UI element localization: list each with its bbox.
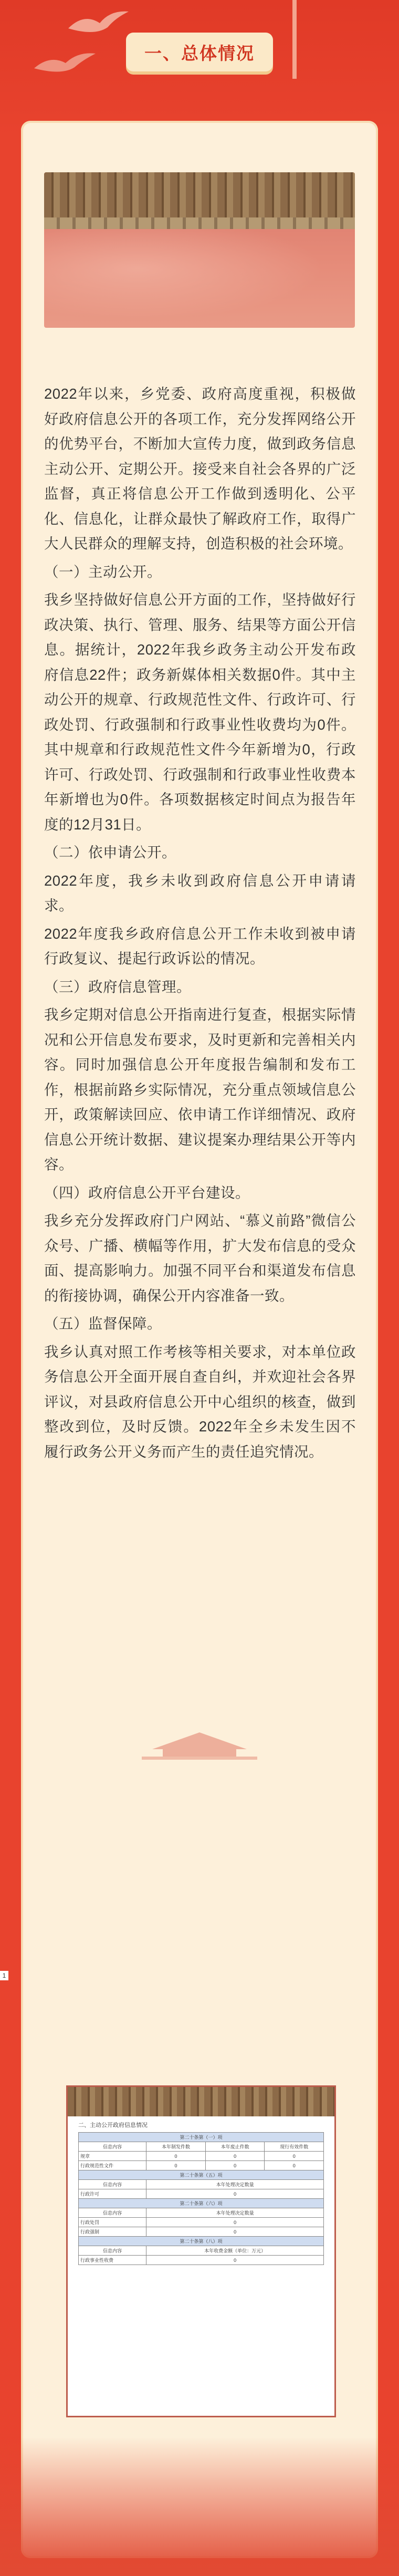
table-row	[79, 2256, 324, 2265]
paragraph: 2022年度我乡政府信息公开工作未收到被申请行政复议、提起行政诉讼的情况。	[44, 925, 356, 967]
table-row	[79, 2161, 324, 2170]
table-cell: 行政许可	[79, 2189, 146, 2199]
statistics-table	[78, 2132, 324, 2265]
table-row	[79, 2189, 324, 2199]
table-section-header: 第二十条第（八）项	[79, 2237, 324, 2246]
table-header: 现行有效件数	[265, 2142, 324, 2152]
table-cell: 0	[205, 2152, 265, 2161]
subheading: （二）依申请公开。	[44, 844, 176, 860]
paragraph: 我乡认真对照工作考核等相关要求，对本单位政务信息公开全面开展自查自纠，并欢迎社会各界评议，对县政府信息公开中心组织的核查，做到整改到位，及时反馈。2022年全乡未发生因不履行政务公开义务而产生的责任追究情况。	[44, 1343, 356, 1460]
table-header: 本年收费金额（单位：万元）	[146, 2246, 324, 2256]
paragraph: 我乡定期对信息公开指南进行复查，根据实际情况和公开信息发布要求，及时更新和完善相关内容。同时加强信息公开年度报告编制和发布工作，根据前路乡实际情况，充分重点领域信息公开，政策解读回应、依申请工作详细情况、政府信息公开统计数据、建议提案办理结果公开等内容。	[44, 1006, 356, 1172]
bottom-decoration	[0, 2437, 399, 2576]
table-cell: 规章	[79, 2152, 146, 2161]
subheading: （一）主动公开。	[44, 563, 162, 580]
table-row	[79, 2152, 324, 2161]
table-section-header: 第二十条第（五）项	[79, 2170, 324, 2180]
subheading: （五）监督保障。	[44, 1315, 162, 1332]
dove-icon	[63, 7, 131, 39]
paragraph: 2022年度，我乡未收到政府信息公开申请请求。	[44, 872, 356, 913]
table-header: 本年制发件数	[146, 2142, 206, 2152]
table-cell: 0	[146, 2256, 324, 2265]
dove-icon	[32, 48, 100, 78]
table-header: 信息内容	[79, 2208, 146, 2218]
table-cell: 0	[146, 2189, 324, 2199]
table-cell: 0	[205, 2161, 265, 2170]
table-header: 信息内容	[79, 2180, 146, 2189]
table-cell: 行政规范性文件	[79, 2161, 146, 2170]
table-cell: 0	[146, 2227, 324, 2237]
paragraph: 2022年以来，乡党委、政府高度重视，积极做好政府信息公开的各项工作，充分发挥网络公开的优势平台，不断加大宣传力度，做到政务信息主动公开、定期公开。接受来自社会各界的广泛监督，真正将信息公开工作做到透明化、公平化、信息化，让群众最快了解政府工作，取得广大人民群众的理解支持，创造积极的社会环境。	[44, 386, 356, 552]
flag-pole-icon	[284, 0, 304, 79]
table-cell: 0	[265, 2152, 324, 2161]
table-section-header: 第二十条第（六）项	[79, 2199, 324, 2208]
table-cell: 0	[265, 2161, 324, 2170]
roof-tiles	[68, 2087, 334, 2116]
table-row	[79, 2227, 324, 2237]
table-section-header: 第二十条第（一）项	[79, 2133, 324, 2142]
subheading: （三）政府信息管理。	[44, 978, 191, 995]
table-cell: 行政强制	[79, 2227, 146, 2237]
roof-eaves	[44, 217, 355, 229]
table-cell: 行政事业性收费	[79, 2256, 146, 2265]
table-cell: 0	[146, 2161, 206, 2170]
footnote-marker: 1	[0, 1971, 8, 1980]
table-header: 本年处理决定数量	[146, 2180, 324, 2189]
table-cell: 0	[146, 2218, 324, 2227]
table-header: 本年废止件数	[205, 2142, 265, 2152]
paragraph: 我乡充分发挥政府门户网站、“慕义前路”微信公众号、广播、横幅等作用，扩大发布信息的受众面、提高影响力。加强不同平台和渠道发布信息的衔接协调，确保公开内容准备一致。	[44, 1212, 356, 1304]
paragraph: 我乡坚持做好信息公开方面的工作，坚持做好行政决策、执行、管理、服务、结果等方面公开信息。据统计，2022年我乡政务主动公开发布政府信息22件；政务新媒体相关数据0件。其中主动公开的规章、行政规范性文件、行政许可、行政处罚、行政强制和行政事业性收费均为0件。其中规章和行政规范性文件今年新增为0，行政许可、行政处罚、行政强制和行政事业性收费本年新增也为0件。各项数据核定时间点为报告年度的12月31日。	[44, 591, 356, 833]
palace-icon	[142, 1728, 257, 1760]
table-cell: 0	[146, 2152, 206, 2161]
statistics-table-card	[66, 2085, 336, 2417]
table-row	[79, 2218, 324, 2227]
hero-image	[44, 172, 355, 328]
table-header: 信息内容	[79, 2142, 146, 2152]
subheading: （四）政府信息公开平台建设。	[44, 1184, 250, 1201]
section-header	[126, 33, 273, 71]
report-body	[44, 381, 356, 1467]
table-title: 二、主动公开政府信息情况	[78, 2122, 148, 2128]
table-header: 本年处理决定数量	[146, 2208, 324, 2218]
wall-shading	[44, 229, 355, 328]
section-title: 一、总体情况	[144, 43, 255, 63]
roof-tiles	[44, 172, 355, 217]
table-header: 信息内容	[79, 2246, 146, 2256]
table-cell: 行政处罚	[79, 2218, 146, 2227]
